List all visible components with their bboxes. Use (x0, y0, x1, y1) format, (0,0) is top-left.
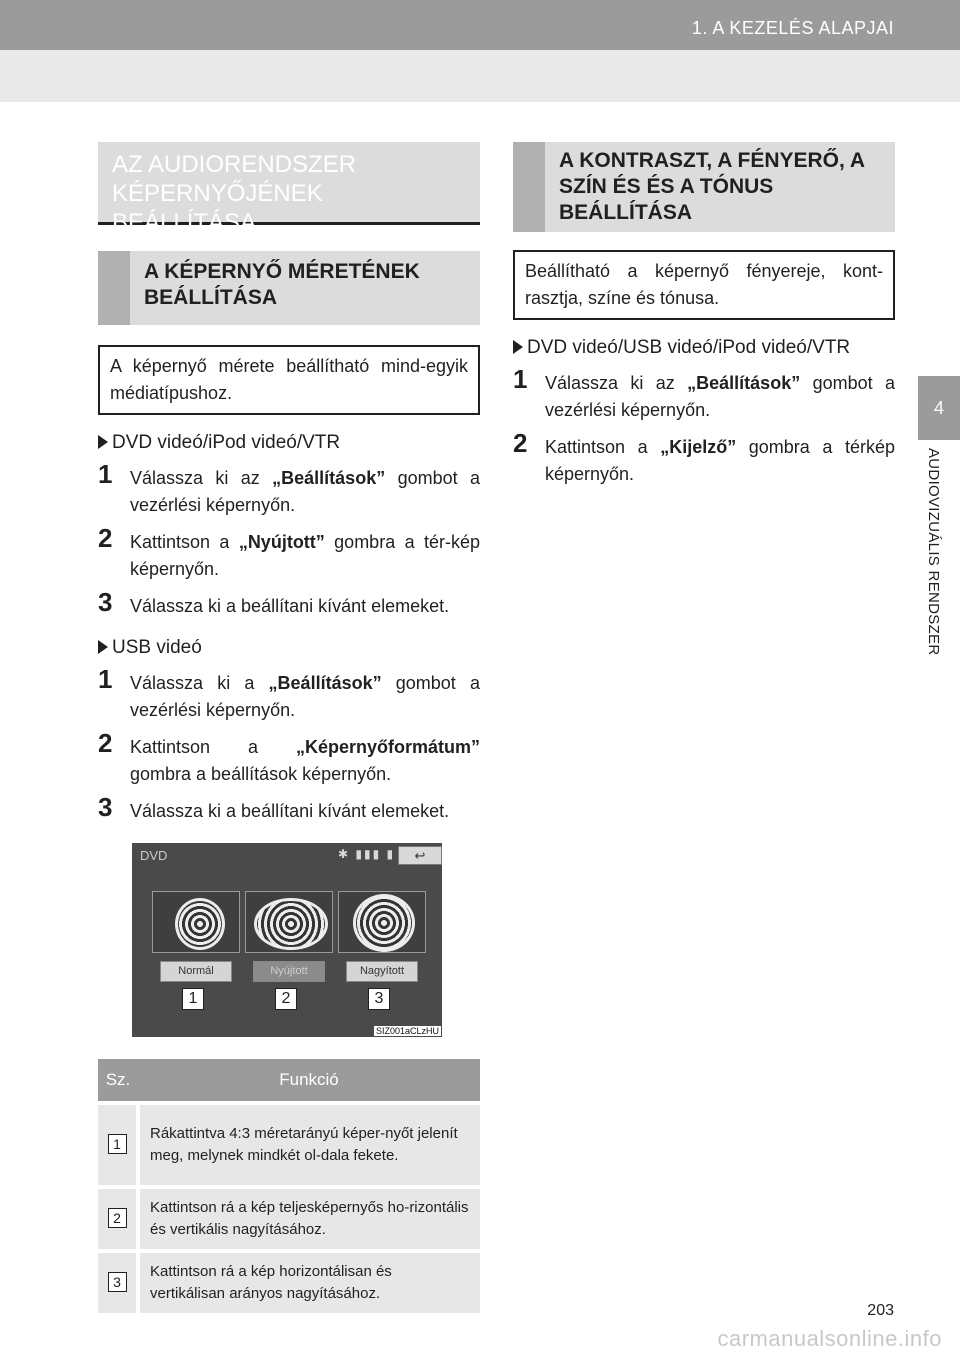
step-number: 1 (513, 364, 528, 394)
table-row (98, 1103, 480, 1187)
step (98, 792, 480, 825)
image-code: SIZ001aCLzHU (376, 1026, 440, 1036)
section-heading: A KONTRASZT, A FÉNYERŐ, A SZÍN ÉS ÉS A TÓNUS BEÁLLÍTÁSA (513, 142, 895, 232)
step-text: Kattintson a (545, 437, 661, 457)
header-subbar (0, 50, 960, 102)
number-badge: 3 (108, 1272, 127, 1292)
section-heading: AZ AUDIORENDSZER KÉPERNYŐJÉNEK BEÁLLÍTÁSA (98, 142, 480, 225)
callout-badge: 3 (368, 988, 390, 1010)
test-pattern-icon (353, 894, 415, 952)
step-text: gombra a beállítások képernyőn. (130, 764, 392, 784)
step-number: 1 (98, 459, 113, 489)
source-label: DVD (140, 848, 168, 863)
test-pattern-icon (175, 898, 225, 950)
step-text: Válassza ki a beállítani kívánt elemeket. (130, 801, 450, 821)
aspect-preview-normal (152, 891, 240, 953)
table-row (98, 1251, 480, 1313)
step-text: Kattintson a (130, 737, 296, 757)
aspect-preview-stretched (245, 891, 333, 953)
table-cell-function: Kattintson rá a kép teljesképernyős ho-rizontális és vertikális nagyításához. (138, 1187, 480, 1251)
step-number: 1 (98, 664, 113, 694)
aspect-preview-zoomed (338, 891, 426, 953)
step-text: gombra a térkép képernyőn. (545, 437, 895, 484)
step-text: Válassza ki az (130, 468, 273, 488)
step-button-name: „Nyújtott” (238, 532, 325, 552)
arrow-right-icon (98, 640, 108, 654)
step-number: 2 (98, 728, 113, 758)
watermark: carmanualsonline.info (717, 1326, 942, 1351)
table-cell-number (98, 1251, 138, 1313)
stretched-mode-button[interactable]: Nyújtott (253, 961, 325, 982)
chapter-tab: 4 (918, 376, 960, 440)
step-text: Válassza ki a (130, 673, 269, 693)
step-number: 2 (513, 428, 528, 458)
screen-format-screenshot (132, 843, 442, 1037)
step-number: 3 (98, 587, 113, 617)
step (98, 728, 480, 788)
callout-badge: 2 (275, 988, 297, 1010)
subsection-heading: A KÉPERNYŐ MÉRETÉNEK BEÁLLÍTÁSA (98, 251, 480, 325)
step (98, 523, 480, 583)
step-text: gombot a vezérlési képernyőn. (130, 673, 480, 720)
step-text: Válassza ki a beállítani kívánt elemeket. (130, 596, 450, 616)
step (513, 428, 895, 488)
table-cell-number (98, 1187, 138, 1251)
header-bar (0, 0, 960, 50)
table-cell-function: Rákattintva 4:3 méretarányú képer-nyőt jelenít meg, melynek mindkét ol-dala fekete. (138, 1103, 480, 1187)
step (98, 459, 480, 519)
group-title-text: DVD videó/iPod videó/VTR (112, 432, 341, 453)
group-title-text: USB videó (112, 637, 202, 658)
number-badge: 1 (108, 1134, 127, 1154)
table-header-function: Funkció (138, 1059, 480, 1103)
normal-mode-button[interactable]: Normál (160, 961, 232, 982)
table-header-number: Sz. (98, 1059, 138, 1103)
step-number: 3 (98, 792, 113, 822)
table-cell-function: Kattintson rá a kép horizontálisan és vertikálisan arányos nagyításához. (138, 1251, 480, 1313)
function-table (98, 1059, 480, 1313)
arrow-right-icon (98, 435, 108, 449)
number-badge: 2 (108, 1208, 127, 1228)
section-side-title: AUDIOVIZUÁLIS RENDSZER (925, 448, 942, 656)
step-button-name: „Képernyőformátum” (295, 737, 480, 757)
arrow-right-icon (513, 340, 523, 354)
step-button-name: „Beállítások” (268, 673, 382, 693)
step-button-name: „Kijelző” (660, 437, 737, 457)
group-title (98, 636, 480, 660)
zoomed-mode-button[interactable]: Nagyított (346, 961, 418, 982)
group-title (513, 336, 895, 360)
step-text: Kattintson a (130, 532, 239, 552)
intro-box: Beállítható a képernyő fényereje, kont-rasztja, színe és tónusa. (513, 250, 895, 320)
chapter-title: 1. A KEZELÉS ALAPJAI (691, 18, 894, 38)
step-button-name: „Beállítások” (687, 373, 801, 393)
step-text: gombot a vezérlési képernyőn. (545, 373, 895, 420)
signal-status-icon: ✱ ▮▮▮ ▮ (338, 847, 396, 861)
page-number: 203 (867, 1302, 894, 1319)
step-button-name: „Beállítások” (272, 468, 386, 488)
intro-box: A képernyő mérete beállítható mind-egyik médiatípushoz. (98, 345, 480, 415)
step-text: gombra a tér-kép képernyőn. (130, 532, 480, 579)
back-button[interactable]: ↩ (398, 846, 442, 865)
callout-badge: 1 (182, 988, 204, 1010)
table-cell-number (98, 1103, 138, 1187)
step (513, 364, 895, 424)
step-text: Válassza ki az (545, 373, 688, 393)
group-title (98, 431, 480, 455)
group-title-text: DVD videó/USB videó/iPod videó/VTR (527, 337, 851, 358)
test-pattern-icon (254, 898, 328, 950)
step-number: 2 (98, 523, 113, 553)
left-column (98, 142, 480, 1313)
step-text: gombot a vezérlési képernyőn. (130, 468, 480, 515)
step (98, 587, 480, 620)
table-row (98, 1187, 480, 1251)
step (98, 664, 480, 724)
right-column (513, 142, 895, 488)
